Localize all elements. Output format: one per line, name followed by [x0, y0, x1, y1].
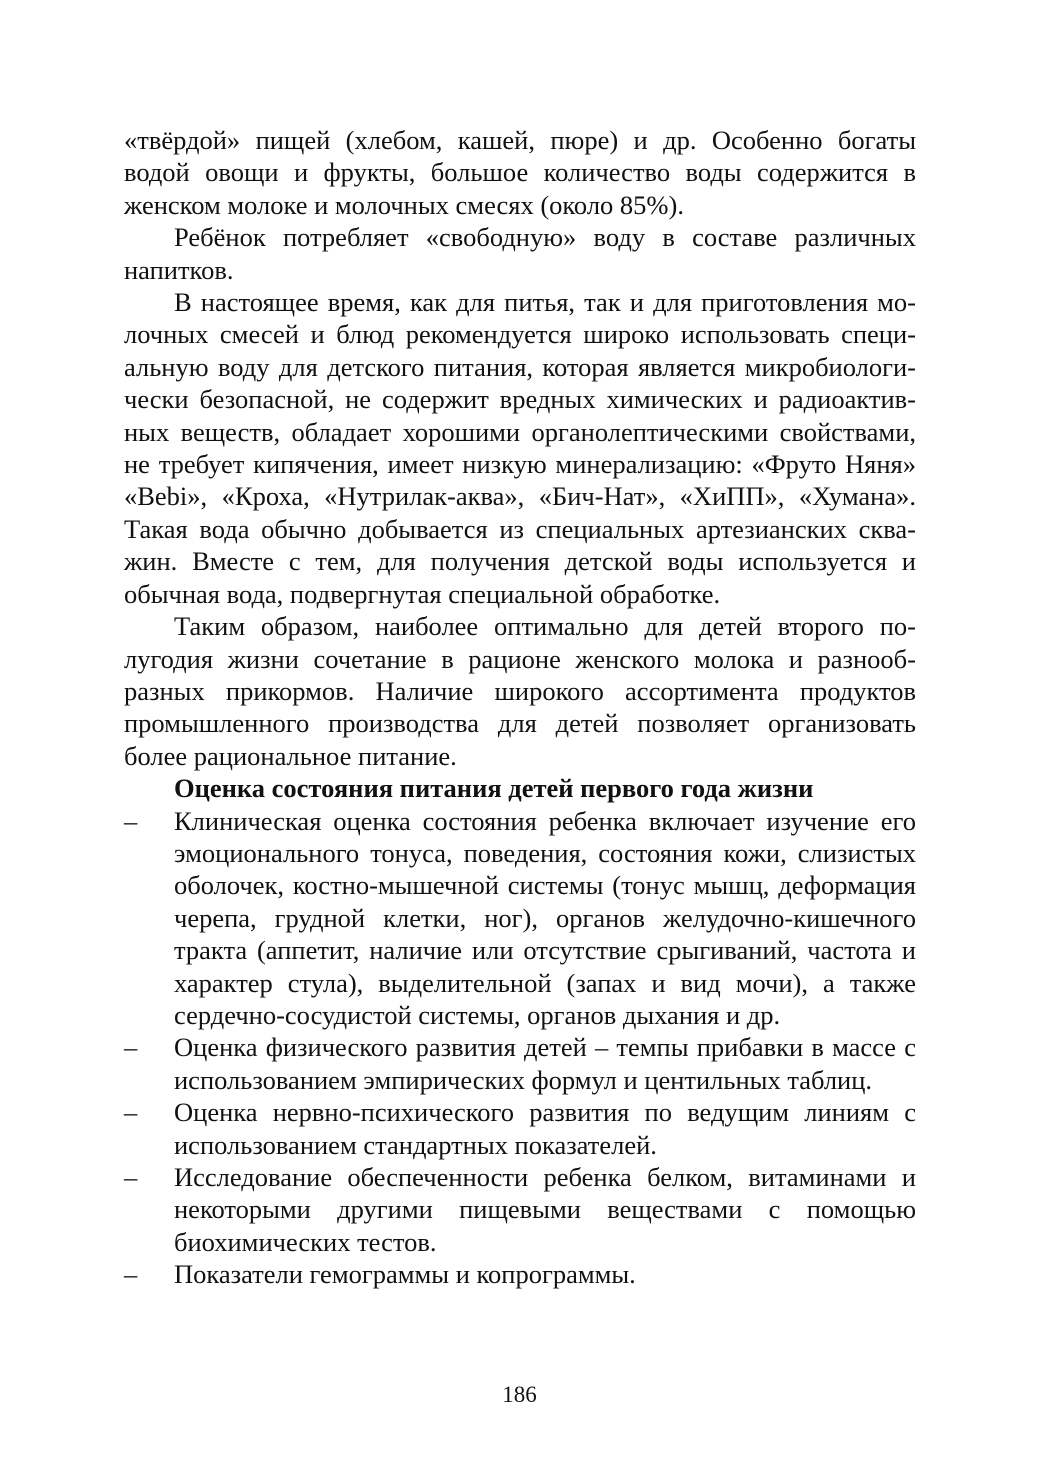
paragraph-continuation: «твёрдой» пищей (хлебом, кашей, пюре) и др. Особенно богаты водой овощи и фрукты, большое количество воды содержится в женском молоке и молочных смесях (около 85%). [124, 125, 916, 220]
list-dash: – [124, 1032, 138, 1063]
list-item-text: Оценка физического развития детей – темпы прибавки в массе с использованием эмпирических формул и центильных таблиц. [174, 1032, 916, 1095]
list-item-text: Клиническая оценка состояния ребенка включает изучение его эмоционального тонуса, поведения, состояния кожи, слизистых оболочек, костно-мышечной системы (тонус мышц, деформация черепа, грудной клетки, ног), органов желудочно-кишечного тракта (аппетит, наличие или отсутствие срыгиваний, частота и характер стула), выделительной (запах и вид мочи), а также сердечно-сосудистой системы, органов дыхания и др. [174, 805, 916, 1030]
list-item-text: Показатели гемограммы и копрограммы. [174, 1259, 636, 1290]
list-item [124, 805, 916, 1032]
section-heading: Оценка состояния питания детей первого года жизни [174, 773, 814, 804]
page-content [124, 124, 916, 1291]
list-item [124, 1161, 916, 1258]
list-item [124, 1096, 916, 1161]
list-item-text: Оценка нервно-психического развития по ведущим линиям с использованием стандартных показателей. [174, 1097, 916, 1160]
list-item [124, 1258, 916, 1290]
paragraph-free-water: Ребёнок потребляет «свободную» воду в составе различных напитков. [124, 222, 916, 285]
page-number: 186 [502, 1382, 537, 1407]
list-item [124, 1031, 916, 1096]
paragraph-conclusion: Таким образом, наиболее оптимально для детей второго полугодия жизни сочетание в рационе женского молока и разнообразных прикормов. Наличие широкого ассортимента продуктов промышленного производства для детей позволяет организовать более рациональное питание. [124, 611, 916, 771]
list-dash: – [124, 805, 138, 836]
assessment-list [124, 805, 916, 1291]
list-dash: – [124, 1259, 138, 1290]
paragraph-baby-water: В настоящее время, как для питья, так и для приготовления молочных смесей и блюд рекомендуется широко использовать специальную воду для детского питания, которая является микробиологически безопасной, не содержит вредных химических и радиоактивных веществ, обладает хорошими органолептическими свойствами, не требует кипячения, имеет низкую минерализацию: «Фруто Няня» «Bebi», «Кроха, «Нутрилак-аква», «Бич-Нат», «ХиПП», «Хумана». Такая вода обычно добывается из специальных артезианских скважин. Вместе с тем, для получения детской воды используется и обычная вода, подвергнутая специальной обработке. [124, 287, 916, 609]
list-item-text: Исследование обеспеченности ребенка белком, витаминами и некоторыми другими пищевыми веществами с помощью биохимических тестов. [174, 1162, 916, 1257]
list-dash: – [124, 1162, 138, 1192]
list-dash: – [124, 1097, 138, 1128]
